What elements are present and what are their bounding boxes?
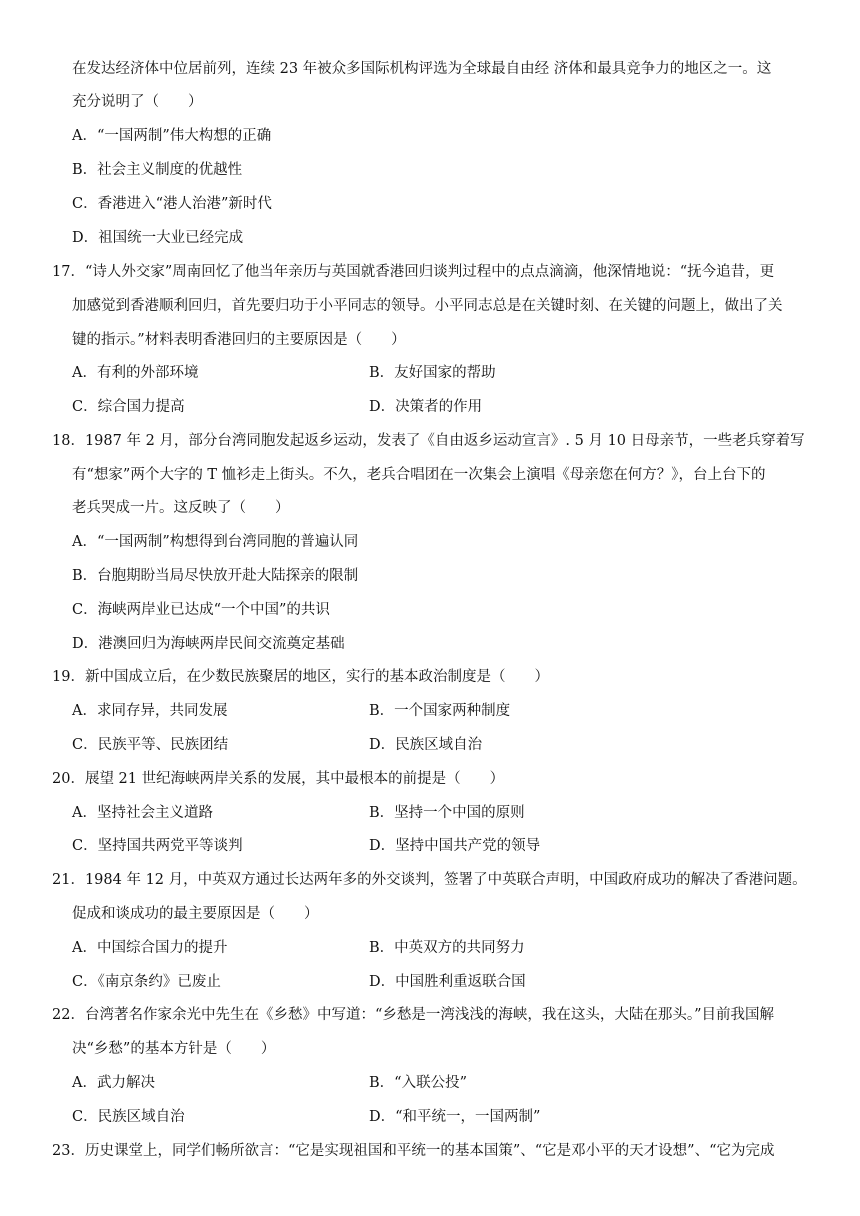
q19-option-c[interactable]: C．民族平等、民族团结 xyxy=(72,737,229,753)
q17-option-a[interactable]: A．有利的外部环境 xyxy=(72,365,199,381)
q18-stem-line-3: 老兵哭成一片。这反映了（ ） xyxy=(72,500,290,516)
q19-option-b[interactable]: B．一个国家两种制度 xyxy=(369,703,511,719)
q19-option-a[interactable]: A．求同存异，共同发展 xyxy=(72,703,228,719)
q20-option-b[interactable]: B．坚持一个中国的原则 xyxy=(369,805,525,821)
q17-option-c[interactable]: C．综合国力提高 xyxy=(72,399,185,415)
q16-stem-line-2: 充分说明了（ ） xyxy=(72,94,203,110)
q23-stem-line-1: 23．历史课堂上，同学们畅所欲言：“它是实现祖国和平统一的基本国策”、“它是邓小平的天才设想”、“它为完成 xyxy=(52,1143,775,1159)
q21-option-d[interactable]: D．中国胜利重返联合国 xyxy=(369,974,526,990)
q22-stem-line-2: 决“乡愁”的基本方针是（ ） xyxy=(72,1041,276,1057)
q18-stem-line-1: 18．1987 年 2 月，部分台湾同胞发起返乡运动，发表了《自由返乡运动宣言》. 5 月 10 日母亲节，一些老兵穿着写 xyxy=(52,433,805,449)
q21-option-a[interactable]: A．中国综合国力的提升 xyxy=(72,940,228,956)
q22-option-d[interactable]: D．“和平统一，一国两制” xyxy=(369,1109,541,1125)
q21-option-c[interactable]: C．《南京条约》已废止 xyxy=(72,974,221,990)
q17-stem-line-3: 键的指示。”材料表明香港回归的主要原因是（ ） xyxy=(72,332,406,348)
q18-option-c[interactable]: C．海峡两岸业已达成“一个中国”的共识 xyxy=(72,602,330,618)
q16-option-b[interactable]: B．社会主义制度的优越性 xyxy=(72,162,243,178)
q16-option-a[interactable]: A．“一国两制”伟大构想的正确 xyxy=(72,128,272,144)
q21-stem-line-1: 21．1984 年 12 月，中英双方通过长达两年多的外交谈判，签署了中英联合声明，中国政府成功的解决了香港问题。 xyxy=(52,872,807,888)
q17-stem-line-2: 加感觉到香港顺利回归，首先要归功于小平同志的领导。小平同志总是在关键时刻、在关键的问题上，做出了关 xyxy=(72,298,783,314)
q18-stem-line-2: 有“想家”两个大字的 T 恤衫走上街头。不久，老兵合唱团在一次集会上演唱《母亲您在何方？》，台上台下的 xyxy=(72,467,766,483)
q22-option-b[interactable]: B．“入联公投” xyxy=(369,1075,467,1091)
q20-option-a[interactable]: A．坚持社会主义道路 xyxy=(72,805,213,821)
q22-option-c[interactable]: C．民族区域自治 xyxy=(72,1109,185,1125)
q18-option-a[interactable]: A．“一国两制”构想得到台湾同胞的普遍认同 xyxy=(72,534,359,550)
q16-option-d[interactable]: D．祖国统一大业已经完成 xyxy=(72,230,244,246)
q20-option-d[interactable]: D．坚持中国共产党的领导 xyxy=(369,838,541,854)
q21-option-b[interactable]: B．中英双方的共同努力 xyxy=(369,940,525,956)
q18-option-d[interactable]: D．港澳回归为海峡两岸民间交流奠定基础 xyxy=(72,636,345,652)
q17-stem-line-1: 17．“诗人外交家”周南回忆了他当年亲历与英国就香港回归谈判过程中的点点滴滴，他深情地说：“抚今追昔，更 xyxy=(52,264,775,280)
q17-option-d[interactable]: D．决策者的作用 xyxy=(369,399,483,415)
q19-stem-line-1: 19．新中国成立后，在少数民族聚居的地区，实行的基本政治制度是（ ） xyxy=(52,669,549,685)
q16-option-c[interactable]: C．香港进入“港人治港”新时代 xyxy=(72,196,272,212)
q21-stem-line-2: 促成和谈成功的最主要原因是（ ） xyxy=(72,906,319,922)
q22-stem-line-1: 22．台湾著名作家余光中先生在《乡愁》中写道：“乡愁是一湾浅浅的海峡，我在这头，大陆在那头。”目前我国解 xyxy=(52,1007,775,1023)
q22-option-a[interactable]: A．武力解决 xyxy=(72,1075,155,1091)
q18-option-b[interactable]: B．台胞期盼当局尽快放开赴大陆探亲的限制 xyxy=(72,568,359,584)
q19-option-d[interactable]: D．民族区域自治 xyxy=(369,737,483,753)
q17-option-b[interactable]: B．友好国家的帮助 xyxy=(369,365,496,381)
q20-stem-line-1: 20．展望 21 世纪海峡两岸关系的发展，其中最根本的前提是（ ） xyxy=(52,771,505,787)
q16-stem-line-1: 在发达经济体中位居前列，连续 23 年被众多国际机构评选为全球最自由经 济体和最具竞争力的地区之一。这 xyxy=(72,61,772,77)
q20-option-c[interactable]: C．坚持国共两党平等谈判 xyxy=(72,838,243,854)
